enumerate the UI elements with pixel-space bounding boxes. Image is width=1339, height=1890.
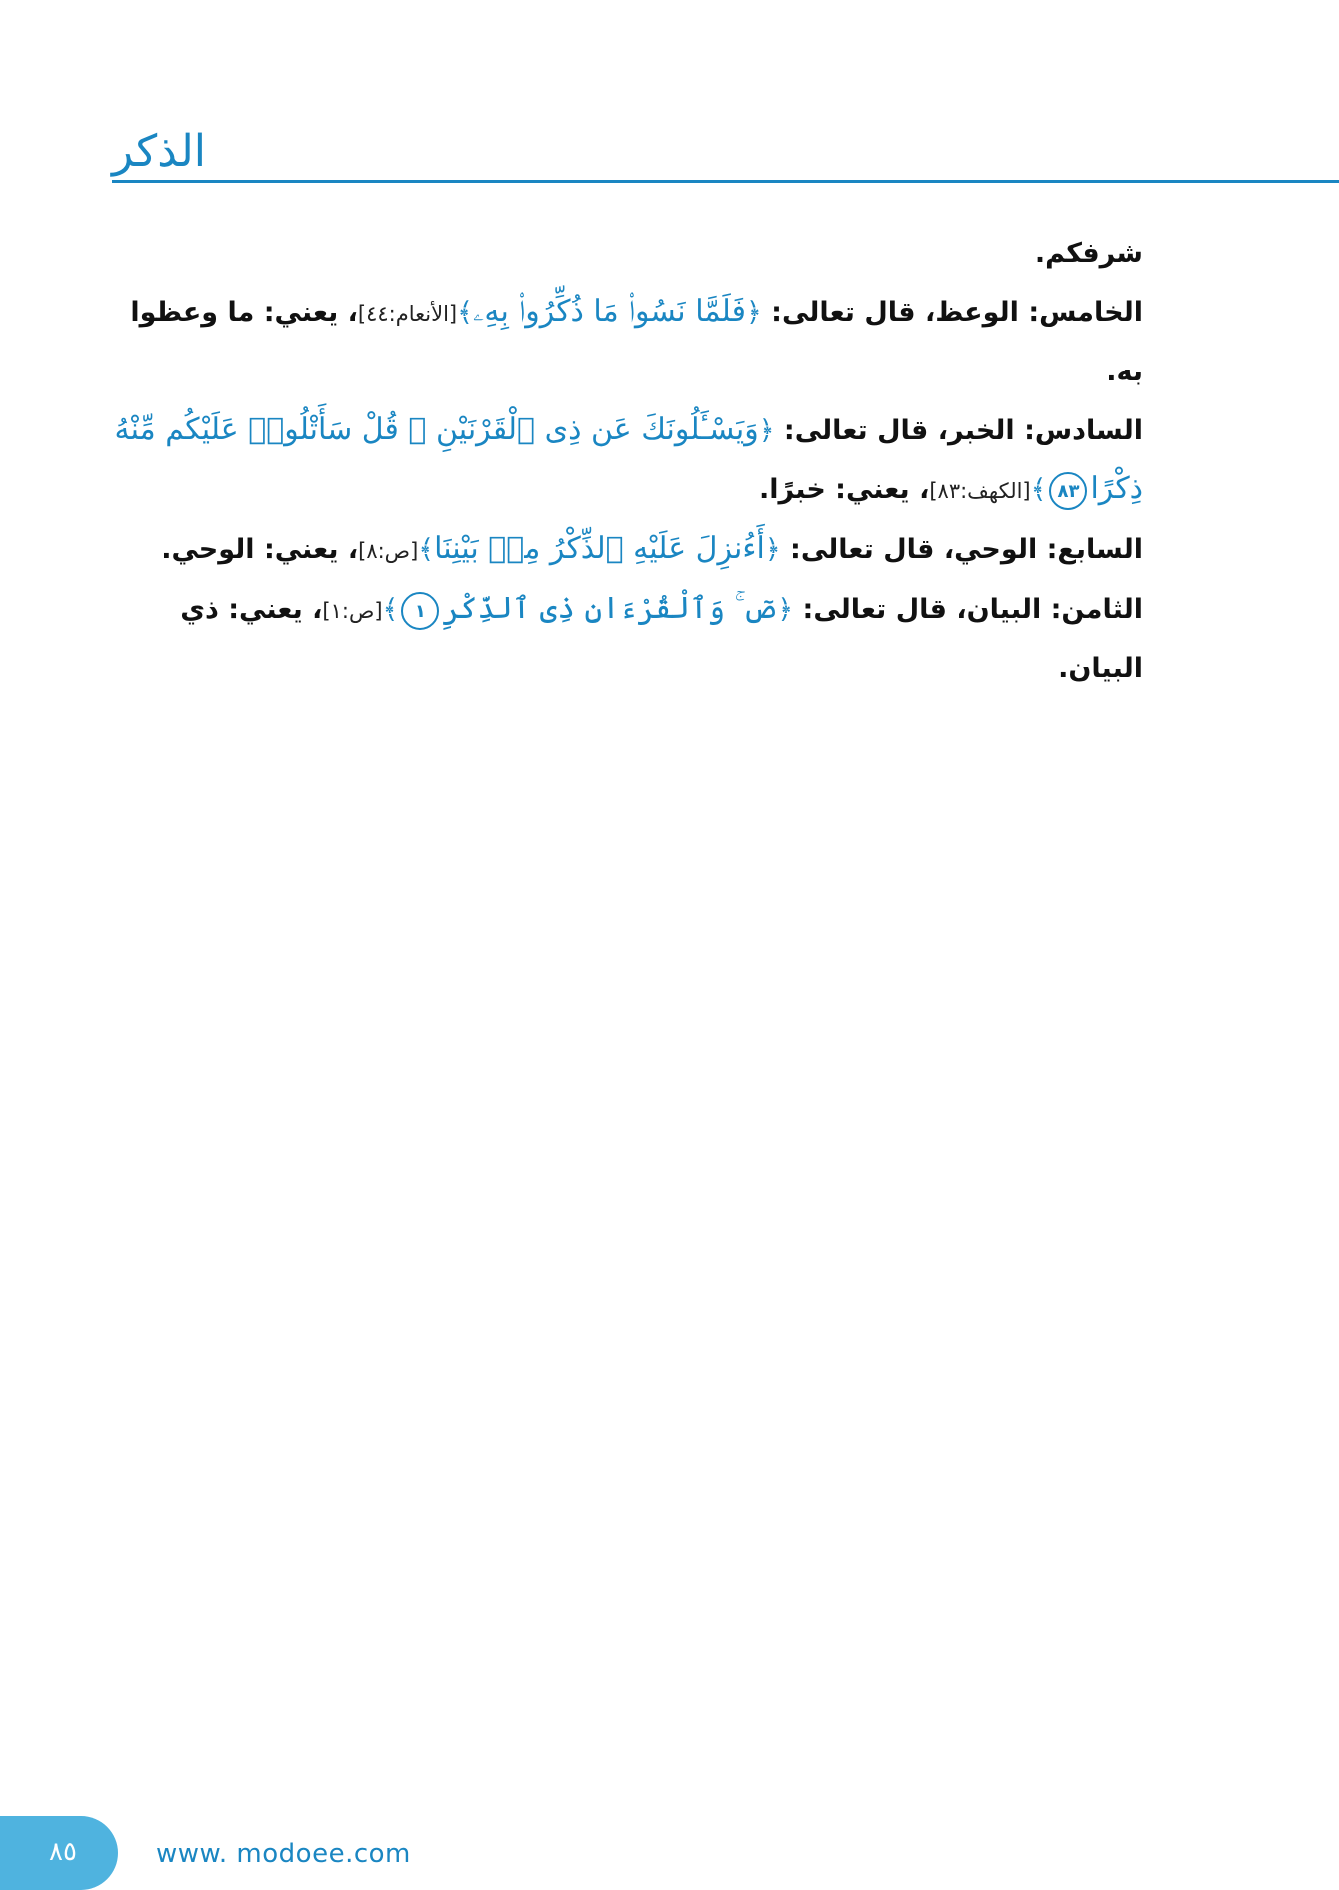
verse-close-bracket: ﴾ (418, 534, 435, 565)
item-meaning: ، يعني: ذي البيان. (180, 594, 1143, 684)
quran-verse: وَيَسْـَٔلُونَكَ عَن ذِى ٱلْقَرْنَيْنِ ۖ قُلْ سَأَتْلُوا۟ عَلَيْكُم مِّنْهُ ذِكْرًا (114, 412, 1143, 506)
item-lead: الخامس: الوعظ، قال تعالى: (761, 297, 1143, 328)
verse-reference: [ص:٨] (358, 539, 419, 563)
page-header-title: الذكر (112, 126, 206, 177)
verse-close-bracket: ﴾ (1030, 474, 1047, 505)
verse-reference: [ص:١] (322, 599, 383, 623)
verse-open-bracket: ﴿ (764, 534, 781, 565)
quran-verse: أَءُنزِلَ عَلَيْهِ ٱلذِّكْرُ مِنۢ بَيْنِنَا (434, 531, 765, 566)
verse-reference: [الكهف:٨٣] (929, 479, 1031, 503)
quran-verse: صٓ ۚ وَٱلْقُرْءَانِ ذِى ٱلذِّكْرِ (442, 591, 778, 626)
item-lead: السادس: الخبر، قال تعالى: (774, 415, 1143, 446)
verse-close-bracket: ﴾ (457, 297, 473, 328)
ayah-number-marker: ١ (401, 592, 439, 630)
item-meaning: ، يعني: ما وعظوا به. (130, 297, 1143, 387)
verse-reference: [الأنعام:٤٤] (357, 302, 458, 326)
continuation-line: شرفكم. (1034, 238, 1143, 269)
verse-open-bracket: ﴿ (777, 594, 794, 625)
verse-close-bracket: ﴾ (382, 594, 399, 625)
item-meaning: ، يعني: خبرًا. (758, 474, 930, 505)
item-lead: الثامن: البيان، قال تعالى: (793, 594, 1143, 625)
page-content (108, 225, 1143, 698)
item-sixth (108, 401, 1143, 520)
page-number: ٨٥ (49, 1837, 77, 1867)
item-eighth (108, 580, 1143, 698)
quran-verse: فَلَمَّا نَسُوا۟ مَا ذُكِّرُوا۟ بِهِۦ (472, 294, 746, 329)
item-fifth (108, 283, 1143, 401)
verse-open-bracket: ﴿ (745, 297, 762, 328)
item-seventh (108, 520, 1143, 580)
item-meaning: ، يعني: الوحي. (161, 534, 359, 565)
ayah-number-marker: ٨٣ (1049, 472, 1087, 510)
header-divider (112, 180, 1339, 183)
footer-website-url[interactable]: www. modoee.com (156, 1839, 411, 1869)
verse-open-bracket: ﴿ (758, 415, 775, 446)
item-lead: السابع: الوحي، قال تعالى: (780, 534, 1143, 565)
